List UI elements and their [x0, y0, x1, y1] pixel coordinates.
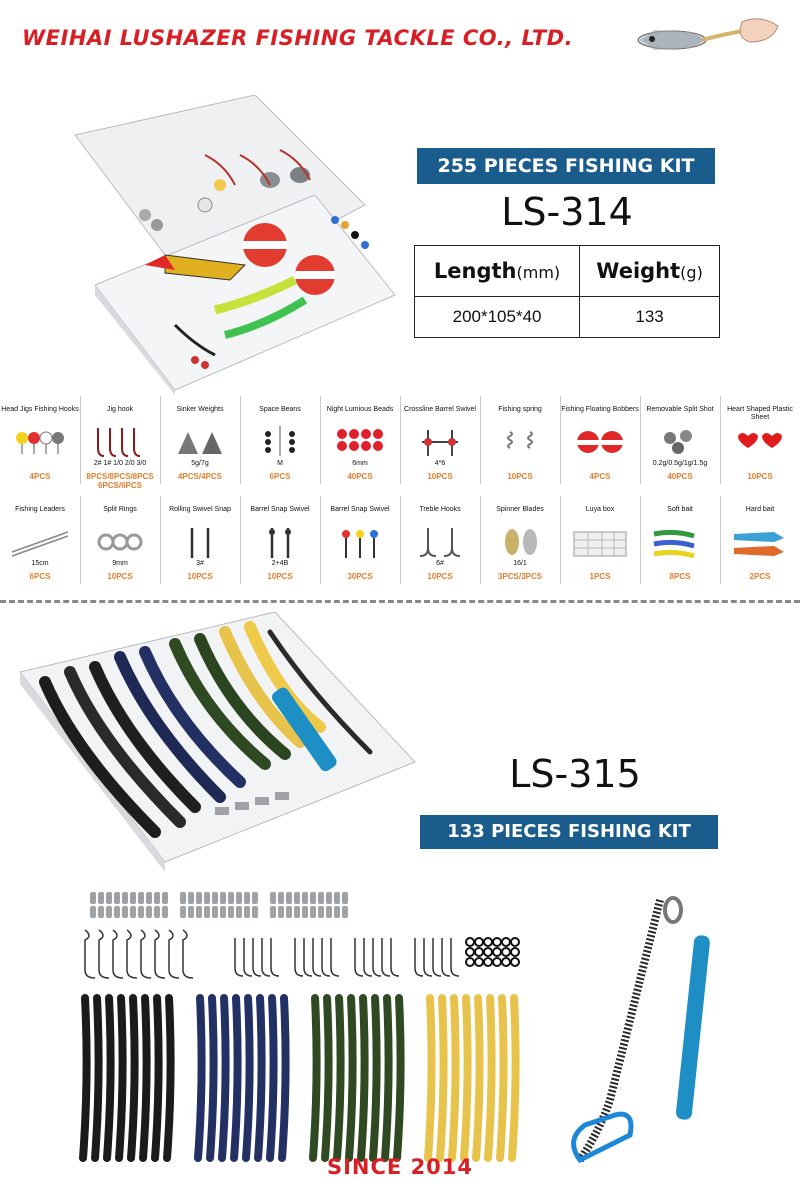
hard-bait-icon	[728, 526, 792, 560]
item-label: Split Rings	[103, 506, 137, 513]
spinner-blade-icon	[488, 526, 552, 560]
bead-icon	[328, 426, 392, 460]
item-quantity: 40PCS	[667, 472, 693, 481]
weight-label: Weight	[596, 259, 681, 283]
length-header	[415, 246, 580, 297]
length-unit: (mm)	[516, 263, 561, 282]
grid-separator	[80, 396, 81, 484]
item-spec: 16/1	[513, 560, 527, 567]
item-cell	[560, 392, 640, 488]
since-year: SINCE 2014	[326, 1155, 474, 1179]
length-label: Length	[433, 259, 517, 283]
rolling-swivel-icon	[168, 526, 232, 560]
item-cell	[400, 392, 480, 488]
item-cell	[720, 392, 800, 488]
item-spec: 9mm	[112, 560, 128, 567]
grid-separator	[720, 496, 721, 584]
space-bean-icon	[248, 426, 312, 460]
jig-hook-icon	[88, 426, 152, 460]
item-quantity: 6PCS	[269, 472, 291, 481]
bead-snap-icon	[328, 526, 392, 560]
item-quantity: 4PCS	[589, 472, 611, 481]
grid-separator	[560, 496, 561, 584]
item-spec: 2+4B	[271, 560, 289, 567]
item-label: Barrel Snap Swivel	[330, 506, 390, 513]
item-label: Luya box	[585, 506, 615, 513]
item-label: Heart Shaped Plastic Sheet	[727, 406, 793, 421]
grid-separator	[320, 496, 321, 584]
model-number-ls314: LS-314	[501, 190, 633, 234]
item-quantity: 8PCS	[669, 572, 691, 581]
item-cell	[560, 492, 640, 588]
tackle-box-icon	[568, 526, 632, 560]
grid-separator	[320, 396, 321, 484]
grid-separator	[480, 496, 481, 584]
items-grid	[0, 392, 800, 592]
grid-separator	[400, 496, 401, 584]
item-cell	[320, 492, 400, 588]
item-quantity: 6PCS	[29, 572, 51, 581]
item-label: Fishing Floating Bobbers	[561, 406, 639, 413]
item-cell	[320, 392, 400, 488]
grid-separator	[160, 396, 161, 484]
item-cell	[480, 492, 560, 588]
item-spec: 0.2g/0.5g/1g/1.5g	[652, 460, 708, 467]
item-cell	[240, 492, 320, 588]
grid-separator	[640, 396, 641, 484]
item-label: Barrel Snap Swivel	[250, 506, 310, 513]
kit-banner-ls314: 255 PIECES FISHING KIT	[417, 148, 715, 184]
item-label: Soft bait	[667, 506, 693, 513]
split-shot-icon	[648, 426, 712, 460]
item-spec: 6#	[436, 560, 444, 567]
split-ring-icon	[88, 526, 152, 560]
barrel-snap-icon	[248, 526, 312, 560]
item-cell	[160, 392, 240, 488]
kit-banner-ls315: 133 PIECES FISHING KIT	[420, 815, 718, 849]
item-spec: 3#	[196, 560, 204, 567]
hand-drawing-lure-icon	[632, 12, 782, 62]
item-spec: M	[277, 460, 283, 467]
item-cell	[640, 492, 720, 588]
item-quantity: 10PCS	[267, 572, 293, 581]
item-spec: 6mm	[352, 460, 368, 467]
model-number-ls315: LS-315	[509, 752, 641, 796]
item-label: Spinner Blades	[496, 506, 544, 513]
item-label: Sinker Weights	[176, 406, 224, 413]
ls315-parts-image	[75, 880, 775, 1180]
item-quantity: 30PCS	[347, 572, 373, 581]
grid-separator	[80, 496, 81, 584]
item-cell	[80, 492, 160, 588]
grid-separator	[480, 396, 481, 484]
item-quantity: 10PCS	[507, 472, 533, 481]
grid-separator	[640, 496, 641, 584]
item-quantity: 4PCS/4PCS	[177, 472, 223, 481]
item-spec: 5g/7g	[191, 460, 209, 467]
treble-hook-icon	[408, 526, 472, 560]
item-quantity: 10PCS	[427, 572, 453, 581]
grid-separator	[400, 396, 401, 484]
weight-unit: (g)	[680, 263, 703, 282]
heart-sheet-icon	[728, 426, 792, 460]
item-cell	[240, 392, 320, 488]
item-quantity: 1PCS	[589, 572, 611, 581]
item-quantity: 10PCS	[187, 572, 213, 581]
item-quantity: 10PCS	[747, 472, 773, 481]
item-label: Fishing Leaders	[15, 506, 65, 513]
item-quantity: 3PCS/3PCS	[497, 572, 543, 581]
spec-table	[414, 245, 720, 338]
item-cell	[0, 392, 80, 488]
section-divider	[0, 600, 800, 603]
grid-separator	[240, 496, 241, 584]
grid-separator	[160, 496, 161, 584]
item-quantity: 2PCS	[749, 572, 771, 581]
item-cell	[640, 392, 720, 488]
swivel-icon	[408, 426, 472, 460]
item-cell	[160, 492, 240, 588]
item-spec: 2# 1# 1/0 2/0 3/0	[93, 460, 147, 467]
item-cell	[0, 492, 80, 588]
item-spec: 15cm	[31, 560, 49, 567]
weight-value: 133	[580, 297, 720, 338]
company-name: WEIHAI LUSHAZER FISHING TACKLE CO., LTD.	[22, 26, 574, 50]
item-label: Removable Split Shot	[646, 406, 714, 413]
item-cell	[400, 492, 480, 588]
item-label: Fishing spring	[498, 406, 542, 413]
item-label: Space Beans	[259, 406, 301, 413]
item-quantity: 10PCS	[427, 472, 453, 481]
length-value: 200*105*40	[415, 297, 580, 338]
item-label: Head Jigs Fishing Hooks	[1, 406, 79, 413]
item-label: Treble Hooks	[419, 506, 461, 513]
item-quantity: 4PCS	[29, 472, 51, 481]
item-label: Crossline Barrel Swivel	[404, 406, 476, 413]
item-cell	[720, 492, 800, 588]
item-label: Rolling Swivel Snap	[169, 506, 231, 513]
tackle-box-image	[55, 95, 400, 395]
item-label: Night Lumious Beads	[326, 406, 394, 413]
item-cell	[480, 392, 560, 488]
item-label: Jig hook	[106, 406, 134, 413]
item-cell	[80, 392, 160, 488]
item-label: Hard bait	[745, 506, 775, 513]
jig-head-icon	[8, 426, 72, 460]
grid-separator	[720, 396, 721, 484]
bobber-icon	[568, 426, 632, 460]
grid-separator	[240, 396, 241, 484]
worm-box-image	[15, 612, 420, 872]
item-quantity: 40PCS	[347, 472, 373, 481]
weight-header	[580, 246, 720, 297]
item-spec: 4*6	[434, 460, 446, 467]
soft-bait-icon	[648, 526, 712, 560]
leader-icon	[8, 526, 72, 560]
sinker-icon	[168, 426, 232, 460]
spring-icon	[488, 426, 552, 460]
item-quantity: 10PCS	[107, 572, 133, 581]
item-quantity: 8PCS/8PCS/8PCS 6PCS/6PCS	[86, 472, 154, 490]
grid-separator	[560, 396, 561, 484]
